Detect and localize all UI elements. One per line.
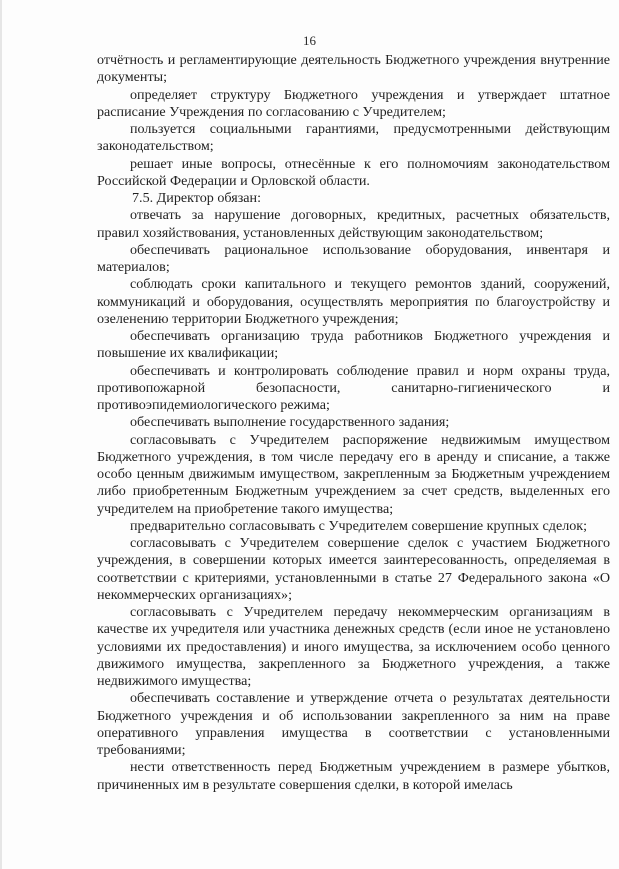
paragraph: отчётность и регламентирующие деятельность Бюджетного учреждения внутренние документы; <box>97 52 610 86</box>
paragraph: определяет структуру Бюджетного учреждения и утверждает штатное расписание Учреждения по согласованию с Учредителем; <box>97 86 610 120</box>
paragraph: обеспечивать рациональное использование оборудования, инвентаря и материалов; <box>97 241 610 275</box>
paragraph: нести ответственность перед Бюджетным учреждением в размере убытков, причиненных им в результате совершения сделки, в которой имелась <box>97 759 610 793</box>
paragraph: пользуется социальными гарантиями, предусмотренными действующим законодательством; <box>97 121 610 155</box>
scan-edge <box>0 0 2 869</box>
paragraph: предварительно согласовывать с Учредителем совершение крупных сделок; <box>130 517 588 534</box>
section-heading: 7.5. Директор обязан: <box>132 190 262 206</box>
paragraph: отвечать за нарушение договорных, кредитных, расчетных обязательств, правил хозяйствования, установленных действующим законодательством; <box>97 207 610 241</box>
paragraph: обеспечивать и контролировать соблюдение правил и норм охраны труда, противопожарной безопасности, санитарно-гигиенического и противоэпидемиологического режима; <box>97 362 610 413</box>
page-number: 16 <box>303 33 316 48</box>
paragraph: соблюдать сроки капитального и текущего ремонтов зданий, сооружений, коммуникаций и оборудования, осуществлять мероприятия по благоустройству и озеленению территории Бюджетного учреждения; <box>97 276 610 327</box>
paragraph: обеспечивать составление и утверждение отчета о результатах деятельности Бюджетного учреждения и об использовании закрепленного за ним на праве оперативного управления имущества в соответствии с установленными требованиями; <box>97 690 610 758</box>
paragraph: обеспечивать организацию труда работников Бюджетного учреждения и повышение их квалификации; <box>97 328 610 362</box>
paragraph: согласовывать с Учредителем совершение сделок с участием Бюджетного учреждения, в совершении которых имеется заинтересованность, определяемая в соответствии с критериями, установленными в статье 27 Федерального закона «О некоммерческих организациях»; <box>97 535 610 603</box>
paragraph: согласовывать с Учредителем распоряжение недвижимым имуществом Бюджетного учреждения, в том числе передачу его в аренду и списание, а также особо ценным движимым имуществом, закрепленным за Бюджетным учреждением либо приобретенным Бюджетным учреждением за счет средств, выделенных его учредителем на приобретение такого имущества; <box>97 431 610 517</box>
document-body <box>97 52 610 794</box>
paragraph: обеспечивать выполнение государственного задания; <box>130 414 450 431</box>
paragraph: решает иные вопросы, отнесённые к его полномочиям законодательством Российской Федерации и Орловской области. <box>97 155 610 189</box>
paragraph: согласовывать с Учредителем передачу некоммерческим организациям в качестве их учредителя или участника денежных средств (если иное не установлено условиями их предоставления) и иного имущества, за исключением особо ценного движимого имущества, закрепленного за Бюджетного учреждения, а также недвижимого имущества; <box>97 604 610 689</box>
